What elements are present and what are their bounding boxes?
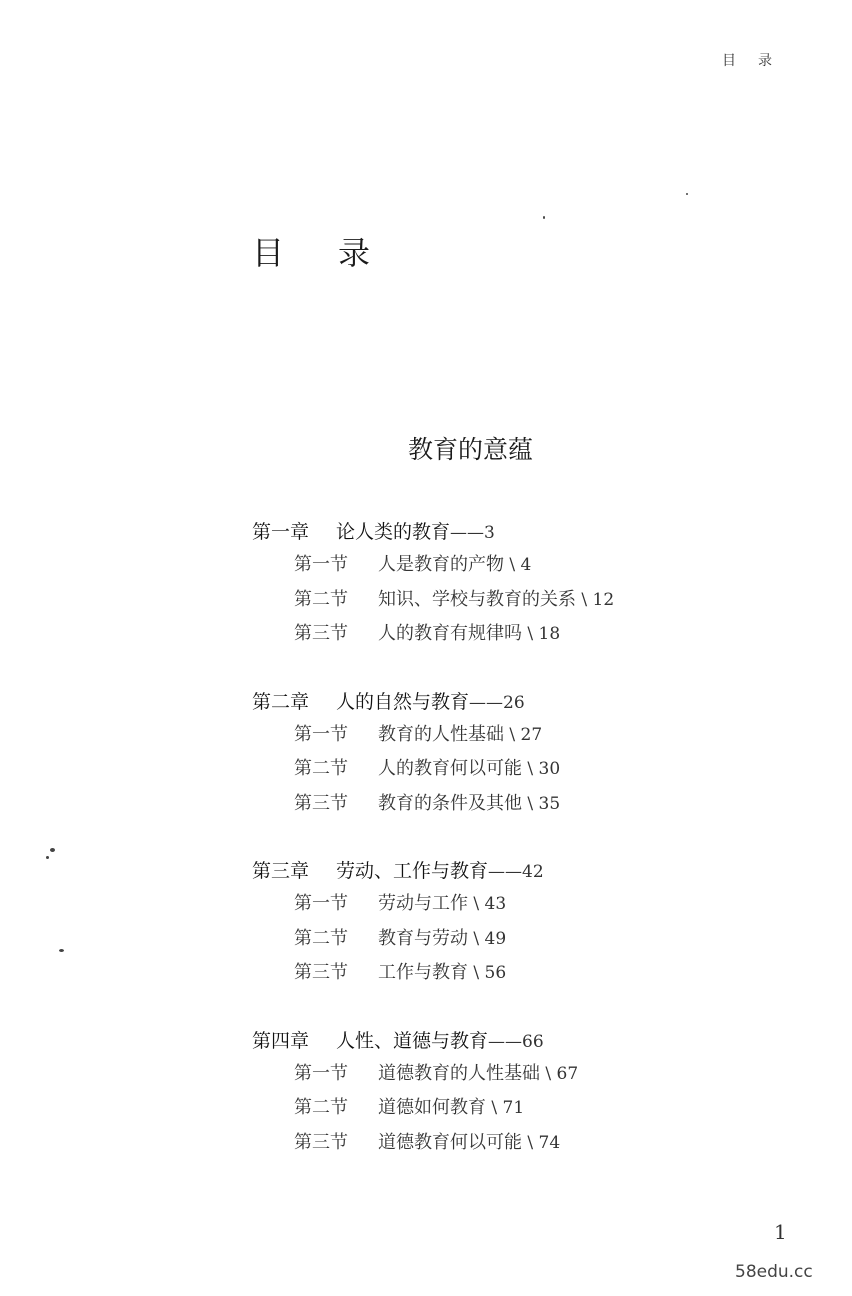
section-page: 71 — [502, 1098, 525, 1118]
section-separator: \ — [468, 928, 485, 949]
section-label: 第二节 — [294, 758, 348, 779]
chapter-label: 第一章 — [252, 521, 310, 543]
chapter-entry — [0, 855, 852, 991]
chapter-label: 第二章 — [252, 690, 310, 713]
section-title: 教育的人性基础 — [378, 723, 504, 745]
section-separator: \ — [522, 759, 539, 779]
section-page: 67 — [556, 1063, 579, 1084]
table-of-contents — [0, 516, 852, 1194]
section-title: 教育与劳动 — [378, 927, 468, 949]
chapter-entry — [0, 516, 852, 652]
section-separator: \ — [576, 589, 593, 610]
section-line[interactable] — [0, 1057, 852, 1092]
section-page: 4 — [520, 555, 532, 575]
chapter-title: 人性、道德与教育 — [336, 1029, 489, 1052]
chapter-page: 26 — [503, 692, 525, 713]
section-separator: \ — [468, 963, 485, 983]
watermark: 58edu.cc — [735, 1262, 813, 1282]
section-line[interactable] — [0, 956, 852, 991]
section-page: 12 — [592, 589, 615, 610]
section-separator: \ — [540, 1063, 557, 1084]
section-title: 工作与教育 — [378, 962, 468, 983]
page-number: 1 — [774, 1220, 787, 1244]
chapter-title: 论人类的教育 — [336, 521, 451, 543]
section-label: 第二节 — [294, 588, 348, 610]
section-page: 30 — [538, 759, 561, 779]
section-page: 18 — [538, 624, 561, 644]
section-title: 教育的条件及其他 — [378, 792, 522, 814]
chapter-label: 第三章 — [252, 860, 310, 882]
section-line[interactable] — [0, 752, 852, 787]
section-separator: \ — [522, 1132, 539, 1153]
section-separator: \ — [504, 555, 521, 575]
section-label: 第一节 — [294, 1062, 348, 1084]
section-page: 35 — [538, 793, 561, 814]
chapter-dash: —— — [488, 862, 523, 882]
section-line[interactable] — [0, 887, 852, 922]
section-line[interactable] — [0, 922, 852, 957]
chapter-line[interactable] — [0, 1025, 852, 1057]
running-head: 目录 — [722, 53, 794, 69]
section-title: 道德教育何以可能 — [378, 1131, 522, 1153]
section-separator: \ — [504, 724, 521, 745]
chapter-line[interactable] — [0, 516, 852, 548]
section-separator: \ — [468, 894, 485, 914]
scan-speck — [50, 848, 55, 852]
chapter-dash: —— — [469, 692, 504, 713]
section-label: 第一节 — [294, 893, 348, 914]
chapter-label: 第四章 — [252, 1029, 310, 1052]
section-line[interactable] — [0, 718, 852, 753]
section-label: 第二节 — [294, 927, 348, 949]
section-title: 知识、学校与教育的关系 — [378, 588, 576, 610]
chapter-title: 劳动、工作与教育 — [336, 860, 489, 882]
section-page: 49 — [484, 928, 507, 949]
scan-speck — [686, 193, 688, 195]
section-title: 道德如何教育 — [378, 1097, 486, 1118]
section-separator: \ — [522, 624, 539, 644]
section-page: 56 — [484, 963, 507, 983]
section-title: 人的教育何以可能 — [378, 758, 522, 779]
part-title: 教育的意蕴 — [408, 435, 534, 464]
chapter-entry — [0, 1025, 852, 1161]
section-line[interactable] — [0, 548, 852, 583]
section-line[interactable] — [0, 787, 852, 822]
chapter-page: 66 — [522, 1031, 544, 1052]
section-page: 43 — [484, 894, 507, 914]
chapter-title: 人的自然与教育 — [336, 690, 470, 713]
scan-speck — [59, 949, 64, 952]
section-line[interactable] — [0, 583, 852, 618]
chapter-line[interactable] — [0, 686, 852, 718]
section-line[interactable] — [0, 617, 852, 652]
section-label: 第三节 — [294, 623, 348, 644]
section-page: 27 — [520, 724, 543, 745]
section-title: 人是教育的产物 — [378, 554, 504, 575]
section-label: 第三节 — [294, 1131, 348, 1153]
scan-speck — [543, 216, 545, 219]
section-label: 第三节 — [294, 962, 348, 983]
section-page: 74 — [538, 1132, 561, 1153]
section-separator: \ — [486, 1098, 503, 1118]
chapter-entry — [0, 686, 852, 822]
toc-title: 目录 — [252, 234, 425, 272]
section-label: 第一节 — [294, 723, 348, 745]
section-line[interactable] — [0, 1091, 852, 1126]
section-title: 道德教育的人性基础 — [378, 1062, 540, 1084]
scan-speck — [46, 856, 49, 859]
chapter-dash: —— — [488, 1031, 523, 1052]
section-line[interactable] — [0, 1126, 852, 1161]
chapter-dash: —— — [450, 523, 485, 543]
chapter-page: 42 — [522, 862, 544, 882]
chapter-line[interactable] — [0, 855, 852, 887]
section-label: 第二节 — [294, 1097, 348, 1118]
section-title: 劳动与工作 — [378, 893, 468, 914]
section-separator: \ — [522, 793, 539, 814]
section-title: 人的教育有规律吗 — [378, 623, 522, 644]
section-label: 第一节 — [294, 554, 348, 575]
chapter-page: 3 — [484, 523, 495, 543]
section-label: 第三节 — [294, 792, 348, 814]
